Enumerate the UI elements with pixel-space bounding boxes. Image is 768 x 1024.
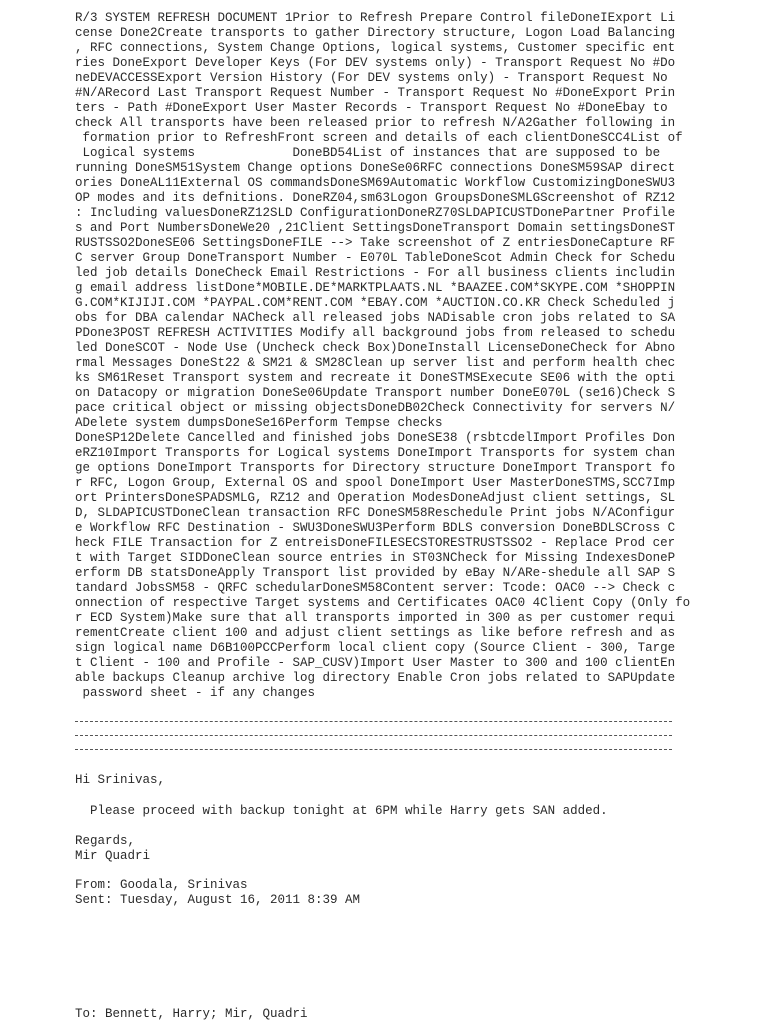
document-line: g email address listDone*MOBILE.DE*MARKTPLAATS.NL *BAAZEE.COM*SKYPE.COM *SHOPPIN — [75, 281, 676, 295]
document-line: ters - Path #DoneExport User Master Records - Transport Request No #DoneEbay to — [75, 101, 668, 115]
document-line: ge options DoneImport Transports for Directory structure DoneImport Transport fo — [75, 461, 676, 475]
document-line: ories DoneAL11External OS commandsDoneSM69Automatic Workflow CustomizingDoneSWU3 — [75, 176, 676, 190]
document-line: password sheet - if any changes — [75, 686, 316, 700]
document-line: ries DoneExport Developer Keys (For DEV systems only) - Transport Request No #Do — [75, 56, 676, 70]
email-sent: Sent: Tuesday, August 16, 2011 8:39 AM — [75, 893, 361, 907]
document-line: Logical systems DoneBD54List of instances that are supposed to be — [75, 146, 661, 160]
document-line: rmal Messages DoneSt22 & SM21 & SM28Clean up server list and perform health chec — [75, 356, 676, 370]
document-line: formation prior to RefreshFront screen and details of each clientDoneSCC4List of — [75, 131, 683, 145]
document-line: check All transports have been released prior to refresh N/A2Gather following in — [75, 116, 676, 130]
separator-line — [75, 735, 672, 736]
document-line: #N/ARecord Last Transport Request Number - Transport Request No #DoneExport Prin — [75, 86, 676, 100]
document-line: eRZ10Import Transports for Logical systems DoneImport Transports for system chan — [75, 446, 676, 460]
document-line: obs for DBA calendar NACheck all released jobs NADisable cron jobs related to SA — [75, 311, 676, 325]
document-line: ort PrintersDoneSPADSMLG, RZ12 and Operation ModesDoneAdjust client settings, SL — [75, 491, 676, 505]
email-body: Please proceed with backup tonight at 6PM while Harry gets SAN added. — [75, 804, 608, 818]
document-line: rementCreate client 100 and adjust client settings as like before refresh and as — [75, 626, 676, 640]
email-to: To: Bennett, Harry; Mir, Quadri — [75, 1007, 308, 1021]
document-line: onnection of respective Target systems and Certificates OAC0 4Client Copy (Only fo — [75, 596, 691, 610]
document-line: led DoneSCOT - Node Use (Uncheck check Box)DoneInstall LicenseDoneCheck for Abno — [75, 341, 676, 355]
document-line: erform DB statsDoneApply Transport list provided by eBay N/ARe-shedule all SAP S — [75, 566, 676, 580]
document-line: t Client - 100 and Profile - SAP_CUSV)Import User Master to 300 and 100 clientEn — [75, 656, 676, 670]
email-signature: Mir Quadri — [75, 849, 151, 863]
document-line: led job details DoneCheck Email Restrictions - For all business clients includin — [75, 266, 676, 280]
document-line: sign logical name D6B100PCCPerform local client copy (Source Client - 300, Targe — [75, 641, 676, 655]
document-line: tandard JobsSM58 - QRFC schedularDoneSM58Content server: Tcode: OAC0 --> Check c — [75, 581, 676, 595]
email-greeting: Hi Srinivas, — [75, 773, 166, 787]
document-line: R/3 SYSTEM REFRESH DOCUMENT 1Prior to Refresh Prepare Control fileDoneIExport Li — [75, 11, 676, 25]
document-line: on Datacopy or migration DoneSe06Update Transport number DoneE070L (se16)Check S — [75, 386, 676, 400]
document-line: heck FILE Transaction for Z entreisDoneFILESECSTORESTRUSTSSO2 - Replace Prod cer — [75, 536, 676, 550]
document-line: r RFC, Logon Group, External OS and spool DoneImport User MasterDoneSTMS,SCC7Imp — [75, 476, 676, 490]
document-line: able backups Cleanup archive log directory Enable Cron jobs related to SAPUpdate — [75, 671, 676, 685]
document-line: r ECD System)Make sure that all transports imported in 300 as per customer requi — [75, 611, 676, 625]
document-line: C server Group DoneTransport Number - E070L TableDoneScot Admin Check for Schedu — [75, 251, 676, 265]
document-line: OP modes and its defnitions. DoneRZ04,sm63Logon GroupsDoneSMLGScreenshot of RZ12 — [75, 191, 676, 205]
document-line: : Including valuesDoneRZ12SLD ConfigurationDoneRZ70SLDAPICUSTDonePartner Profile — [75, 206, 676, 220]
document-line: PDone3POST REFRESH ACTIVITIES Modify all background jobs from released to schedu — [75, 326, 676, 340]
document-line: ADelete system dumpsDoneSe16Perform Tempse checks — [75, 416, 443, 430]
email-closing: Regards, — [75, 834, 136, 848]
separator-line — [75, 749, 672, 750]
email-from: From: Goodala, Srinivas — [75, 878, 248, 892]
refresh-document-text — [75, 11, 690, 701]
document-line: running DoneSM51System Change options DoneSe06RFC connections DoneSM59SAP direct — [75, 161, 676, 175]
document-line: G.COM*KIJIJI.COM *PAYPAL.COM*RENT.COM *EBAY.COM *AUCTION.CO.KR Check Scheduled j — [75, 296, 676, 310]
document-line: DoneSP12Delete Cancelled and finished jobs DoneSE38 (rsbtcdelImport Profiles Don — [75, 431, 676, 445]
document-line: cense Done2Create transports to gather Directory structure, Logon Load Balancing — [75, 26, 676, 40]
document-line: neDEVACCESSExport Version History (For DEV systems only) - Transport Request No — [75, 71, 668, 85]
document-line: s and Port NumbersDoneWe20 ,21Client SettingsDoneTransport Domain settingsDoneST — [75, 221, 676, 235]
document-line: RUSTSSO2DoneSE06 SettingsDoneFILE --> Take screenshot of Z entriesDoneCapture RF — [75, 236, 676, 250]
document-line: pace critical object or missing objectsDoneDB02Check Connectivity for servers N/ — [75, 401, 676, 415]
document-line: ks SM61Reset Transport system and recreate it DoneSTMSExecute SE06 with the opti — [75, 371, 676, 385]
document-line: , RFC connections, System Change Options, logical systems, Customer specific ent — [75, 41, 676, 55]
separator-line — [75, 721, 672, 722]
document-line: D, SLDAPICUSTDoneClean transaction RFC DoneSM58Reschedule Print jobs N/AConfigur — [75, 506, 676, 520]
document-line: e Workflow RFC Destination - SWU3DoneSWU3Perform BDLS conversion DoneBDLSCross C — [75, 521, 676, 535]
document-line: t with Target SIDDoneClean source entries in ST03NCheck for Missing IndexesDoneP — [75, 551, 676, 565]
